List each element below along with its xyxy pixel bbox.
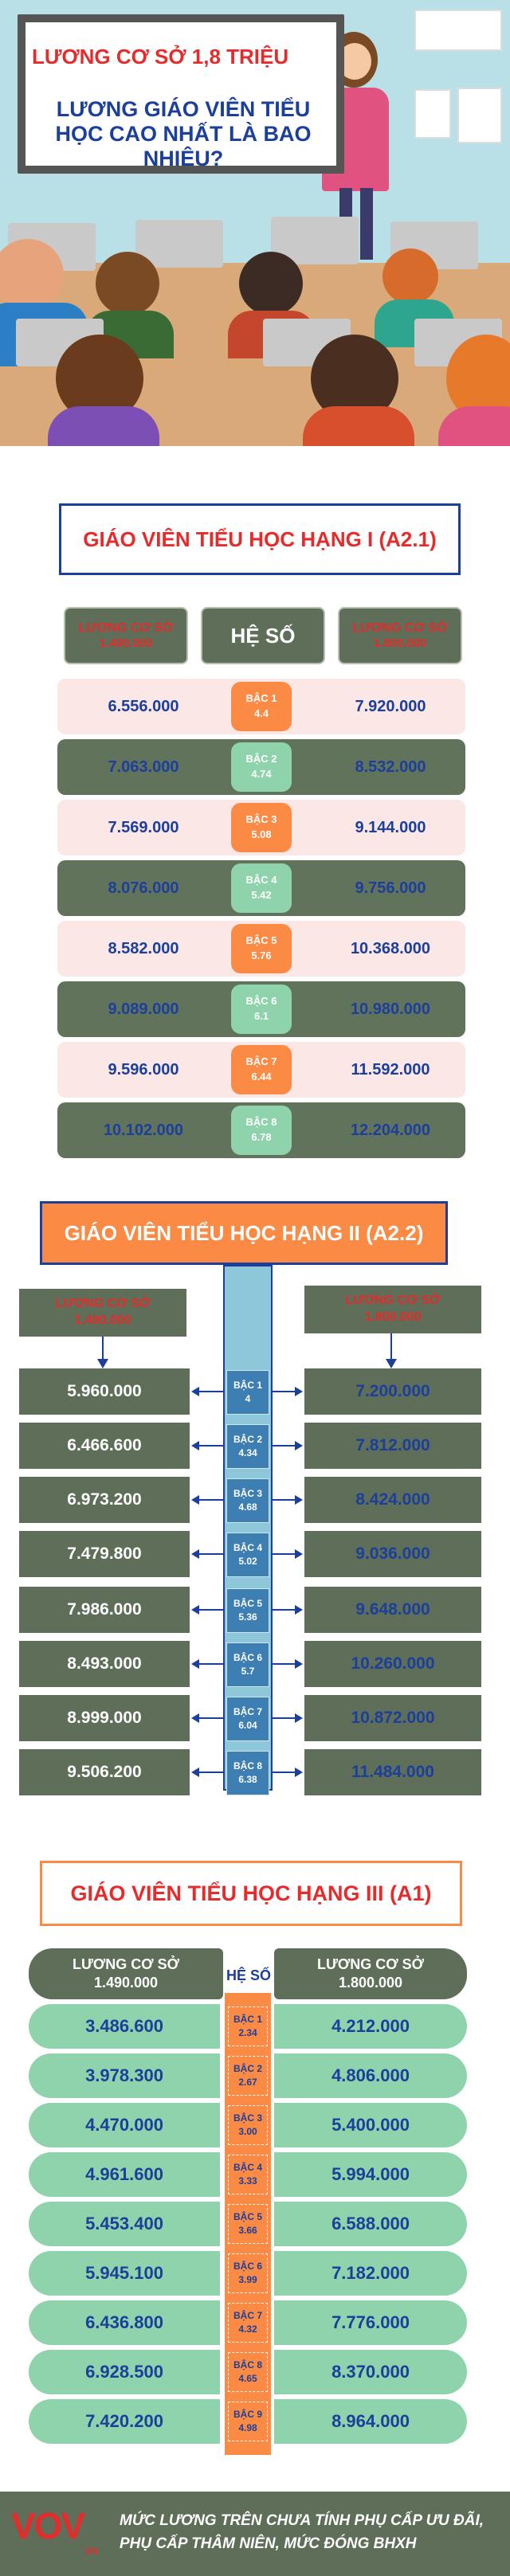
grade-label: BẬC 1 xyxy=(233,1380,262,1392)
grade-badge xyxy=(226,1697,269,1741)
arrow-line xyxy=(273,1771,296,1773)
grade-label: BẬC 5 xyxy=(245,934,277,947)
vov-logo: VOV xyxy=(11,2505,84,2547)
grade-badge xyxy=(231,924,292,973)
new-salary: 11.592.000 xyxy=(351,1060,430,1079)
old-salary: 8.999.000 xyxy=(19,1695,190,1741)
old-salary: 7.479.800 xyxy=(19,1531,190,1577)
coefficient: 6.44 xyxy=(251,1071,272,1082)
grade-badge xyxy=(226,1424,269,1469)
arrow-down-icon xyxy=(386,1359,397,1368)
grade-badge xyxy=(231,985,292,1034)
coefficient: 5.42 xyxy=(251,889,272,901)
arrow-left-icon xyxy=(191,1549,199,1559)
old-salary: 5.960.000 xyxy=(19,1368,190,1415)
old-salary: 8.076.000 xyxy=(108,879,179,897)
section2-header-right xyxy=(304,1286,481,1333)
arrow-line xyxy=(273,1553,296,1555)
grade-badge xyxy=(226,1642,269,1687)
grade-badge xyxy=(228,2204,268,2244)
grade-label: BẬC 3 xyxy=(233,2112,262,2124)
student-body xyxy=(48,406,159,446)
old-salary: 6.973.200 xyxy=(19,1477,190,1523)
grade-label: BẬC 7 xyxy=(233,1706,262,1718)
grade-badge xyxy=(228,2352,268,2392)
grade-badge xyxy=(228,2006,268,2046)
grade-badge xyxy=(228,2056,268,2096)
coefficient: 5.7 xyxy=(241,1666,255,1677)
new-salary: 10.260.000 xyxy=(304,1641,481,1687)
grade-label: BẬC 4 xyxy=(233,1542,262,1554)
grade-badge xyxy=(231,742,292,792)
grade-badge xyxy=(226,1533,269,1577)
arrow-line xyxy=(273,1391,296,1392)
arrow-right-icon xyxy=(295,1713,303,1723)
old-salary: 6.556.000 xyxy=(108,697,179,715)
arrow-line xyxy=(199,1717,223,1719)
coefficient: 5.36 xyxy=(238,1611,257,1623)
student-head xyxy=(239,252,303,315)
coefficient: 4 xyxy=(245,1393,251,1404)
section3-title: GIÁO VIÊN TIỂU HỌC HẠNG III (A1) xyxy=(40,1861,462,1926)
grade-label: BẬC 7 xyxy=(233,2309,262,2321)
arrow-line xyxy=(199,1499,223,1501)
coefficient: 4.98 xyxy=(238,2422,257,2433)
old-salary: 4.470.000 xyxy=(29,2103,220,2147)
vov-logo-suffix: VN xyxy=(84,2546,98,2557)
grade-label: BẬC 5 xyxy=(233,2210,262,2222)
new-salary: 11.484.000 xyxy=(304,1749,481,1795)
arrow-line xyxy=(199,1391,223,1392)
arrow-line xyxy=(199,1445,223,1447)
grade-badge xyxy=(228,2402,268,2441)
new-salary: 9.144.000 xyxy=(355,818,426,836)
grade-badge xyxy=(231,803,292,852)
coefficient: 5.08 xyxy=(251,828,272,840)
new-salary: 7.920.000 xyxy=(355,697,426,715)
header-label: LƯƠNG CƠ SỞ xyxy=(55,1297,151,1311)
old-salary: 3.486.600 xyxy=(29,2004,220,2049)
old-salary: 9.596.000 xyxy=(108,1060,179,1079)
grade-badge xyxy=(226,1588,269,1633)
arrow-left-icon xyxy=(191,1659,199,1669)
coefficient: 4.34 xyxy=(238,1447,257,1458)
coefficient: 2.67 xyxy=(238,2077,257,2088)
grade-label: BẬC 7 xyxy=(245,1055,277,1068)
arrow-right-icon xyxy=(295,1605,303,1615)
grade-label: BẬC 3 xyxy=(233,1488,262,1500)
arrow-line xyxy=(273,1663,296,1665)
coefficient: 2.34 xyxy=(238,2027,257,2038)
arrow-left-icon xyxy=(191,1441,199,1450)
wall-paper xyxy=(414,89,451,139)
grade-label: BẬC 1 xyxy=(233,2013,262,2025)
coefficient: 5.76 xyxy=(251,949,272,961)
grade-label: BẬC 8 xyxy=(245,1116,277,1129)
coefficient: 4.74 xyxy=(251,768,272,780)
section3-header-right xyxy=(274,1948,467,1999)
hero-title: LƯƠNG CƠ SỞ 1,8 TRIỆU xyxy=(32,45,289,69)
header-label: LƯƠNG CƠ SỞ xyxy=(73,1955,179,1972)
old-salary: 6.466.600 xyxy=(19,1423,190,1469)
wall-notice xyxy=(414,10,502,51)
new-salary: 8.370.000 xyxy=(274,2350,467,2394)
new-salary: 4.212.000 xyxy=(274,2004,467,2049)
section3-header-left xyxy=(29,1948,223,1999)
grade-badge xyxy=(231,1106,292,1155)
old-salary: 6.436.800 xyxy=(29,2300,220,2345)
coefficient: 4.32 xyxy=(238,2323,257,2335)
coefficient: 5.02 xyxy=(238,1556,257,1567)
new-salary: 8.964.000 xyxy=(274,2399,467,2444)
arrow-right-icon xyxy=(295,1768,303,1777)
grade-badge xyxy=(226,1478,269,1523)
grade-label: BẬC 8 xyxy=(233,2359,262,2370)
grade-label: BẬC 6 xyxy=(233,2260,262,2272)
new-salary: 7.200.000 xyxy=(304,1368,481,1415)
old-salary: 5.453.400 xyxy=(29,2202,220,2246)
new-salary: 10.368.000 xyxy=(350,939,431,957)
header-label: LƯƠNG CƠ SỞ xyxy=(352,621,448,635)
new-salary: 8.424.000 xyxy=(304,1477,481,1523)
footer-note: MỨC LƯƠNG TRÊN CHƯA TÍNH PHỤ CẤP ƯU ĐÃI, PHỤ CẤP THÂM NIÊN, MỨC ĐÓNG BHXH xyxy=(120,2512,484,2553)
grade-label: BẬC 6 xyxy=(245,995,277,1008)
grade-badge xyxy=(228,2155,268,2194)
new-salary: 6.588.000 xyxy=(274,2202,467,2246)
arrow-line xyxy=(199,1663,223,1665)
grade-badge xyxy=(228,2105,268,2145)
arrow-right-icon xyxy=(295,1441,303,1450)
grade-label: BẬC 5 xyxy=(233,1598,262,1610)
new-salary: 4.806.000 xyxy=(274,2053,467,2098)
old-salary: 9.506.200 xyxy=(19,1749,190,1795)
arrow-line xyxy=(273,1717,296,1719)
student-head xyxy=(96,252,159,315)
grade-badge xyxy=(226,1751,269,1795)
coefficient: 6.78 xyxy=(251,1131,272,1143)
grade-label: BẬC 4 xyxy=(245,874,277,887)
old-salary: 7.420.200 xyxy=(29,2399,220,2444)
new-salary: 10.980.000 xyxy=(350,1000,431,1018)
arrow-line xyxy=(199,1609,223,1611)
new-salary: 10.872.000 xyxy=(304,1695,481,1741)
coefficient: 6.04 xyxy=(238,1720,257,1731)
old-salary: 7.569.000 xyxy=(108,818,179,836)
hero-subtitle: LƯƠNG GIÁO VIÊN TIỂU HỌC CAO NHẤT LÀ BAO NHIÊU? xyxy=(55,97,312,171)
new-salary: 9.648.000 xyxy=(304,1587,481,1633)
coefficient: 6.38 xyxy=(238,1774,257,1785)
header-value: 1.490.000 xyxy=(93,1975,159,1991)
section2-title: GIÁO VIÊN TIỂU HỌC HẠNG II (A2.2) xyxy=(40,1201,448,1265)
arrow-down-icon xyxy=(97,1359,108,1368)
grade-badge xyxy=(226,1370,269,1415)
arrow-line xyxy=(273,1445,296,1447)
new-salary: 12.204.000 xyxy=(350,1121,431,1139)
arrow-left-icon xyxy=(191,1387,199,1396)
coefficient: 3.66 xyxy=(238,2225,257,2236)
section1-title: GIÁO VIÊN TIỂU HỌC HẠNG I (A2.1) xyxy=(59,503,461,575)
arrow-left-icon xyxy=(191,1495,199,1505)
coefficient: 6.1 xyxy=(253,1010,269,1022)
wall-paper xyxy=(457,88,502,143)
arrow-left-icon xyxy=(191,1713,199,1723)
header-value: 1.800.000 xyxy=(373,636,427,650)
old-salary: 8.493.000 xyxy=(19,1641,190,1687)
coefficient: 3.33 xyxy=(238,2175,257,2186)
coefficient: 3.99 xyxy=(238,2274,257,2285)
old-salary: 3.978.300 xyxy=(29,2053,220,2098)
new-salary: 8.532.000 xyxy=(355,758,426,776)
arrow-line xyxy=(199,1553,223,1555)
arrow-line xyxy=(273,1499,296,1501)
grade-label: BẬC 8 xyxy=(233,1760,262,1772)
arrow-right-icon xyxy=(295,1659,303,1669)
section1-header-left xyxy=(64,607,188,664)
header-label: LƯƠNG CƠ SỞ xyxy=(345,1294,441,1308)
grade-label: BẬC 1 xyxy=(245,692,277,705)
grade-label: BẬC 6 xyxy=(233,1652,262,1664)
arrow-right-icon xyxy=(295,1495,303,1505)
grade-label: BẬC 2 xyxy=(245,753,277,765)
student-head xyxy=(382,249,438,304)
grade-badge xyxy=(228,2303,268,2343)
grade-label: BẬC 3 xyxy=(245,813,277,826)
grade-badge xyxy=(228,2253,268,2293)
teacher-leg xyxy=(360,188,373,260)
arrow-line xyxy=(390,1333,392,1360)
old-salary: 4.961.600 xyxy=(29,2152,220,2197)
new-salary: 7.182.000 xyxy=(274,2251,467,2296)
old-salary: 8.582.000 xyxy=(108,939,179,957)
new-salary: 5.994.000 xyxy=(274,2152,467,2197)
new-salary: 9.756.000 xyxy=(355,879,426,897)
grade-label: BẬC 2 xyxy=(233,1434,262,1446)
old-salary: 7.986.000 xyxy=(19,1587,190,1633)
old-salary: 7.063.000 xyxy=(108,758,179,776)
arrow-left-icon xyxy=(191,1605,199,1615)
arrow-left-icon xyxy=(191,1768,199,1777)
header-value: 1.490.000 xyxy=(74,1313,131,1327)
coefficient: 3.00 xyxy=(238,2126,257,2137)
arrow-right-icon xyxy=(295,1549,303,1559)
header-value: 1.800.000 xyxy=(364,1310,422,1324)
header-label: LƯƠNG CƠ SỞ xyxy=(78,621,174,635)
old-salary: 5.945.100 xyxy=(29,2251,220,2296)
new-salary: 9.036.000 xyxy=(304,1531,481,1577)
old-salary: 10.102.000 xyxy=(103,1121,184,1139)
new-salary: 5.400.000 xyxy=(274,2103,467,2147)
section3-header-coef: HỆ SỐ xyxy=(226,1967,271,1983)
header-label: LƯƠNG CƠ SỞ xyxy=(317,1955,424,1972)
arrow-line xyxy=(199,1771,223,1773)
new-salary: 7.812.000 xyxy=(304,1423,481,1469)
grade-badge xyxy=(231,1045,292,1094)
section1-header-right xyxy=(338,607,462,664)
student-body xyxy=(303,406,414,446)
grade-badge xyxy=(231,682,292,731)
grade-label: BẬC 2 xyxy=(233,2062,262,2074)
header-value: 1.490.000 xyxy=(99,636,153,650)
section1-header-coef: HỆ SỐ xyxy=(201,607,325,664)
section2-header-left xyxy=(19,1289,186,1337)
grade-label: BẬC 4 xyxy=(233,2161,262,2173)
arrow-right-icon xyxy=(295,1387,303,1396)
grade-badge xyxy=(231,863,292,913)
arrow-line xyxy=(102,1337,104,1360)
grade-label: BẬC 9 xyxy=(233,2408,262,2420)
new-salary: 7.776.000 xyxy=(274,2300,467,2345)
old-salary: 6.928.500 xyxy=(29,2350,220,2394)
old-salary: 9.089.000 xyxy=(108,1000,179,1018)
coefficient: 4.4 xyxy=(253,707,269,719)
arrow-line xyxy=(273,1609,296,1611)
header-value: 1.800.000 xyxy=(338,1975,403,1991)
coefficient: 4.68 xyxy=(238,1501,257,1513)
coefficient: 4.65 xyxy=(238,2373,257,2384)
